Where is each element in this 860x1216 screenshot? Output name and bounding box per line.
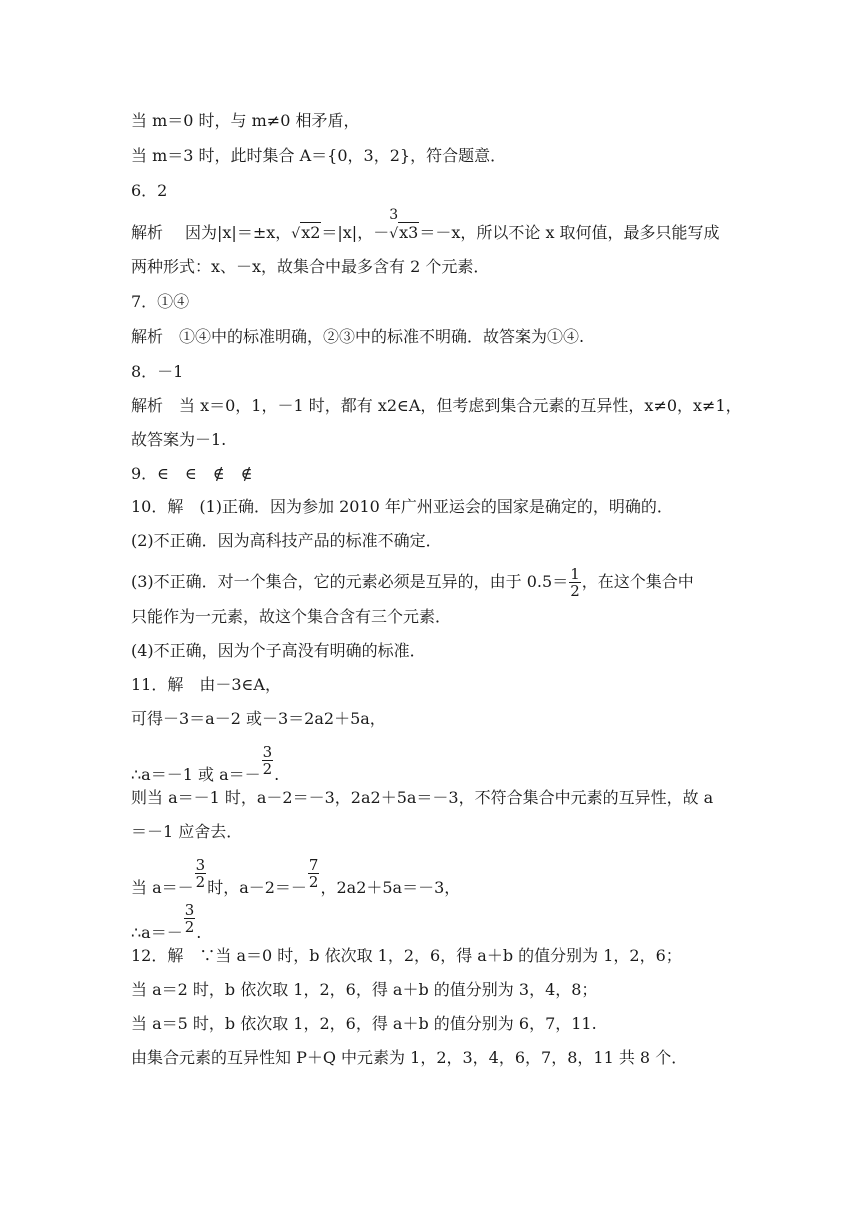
text-run: .: [274, 765, 280, 784]
answer-11-intro: 11．解 由－3∈A，: [131, 675, 281, 694]
text-run: .: [196, 923, 202, 942]
text-run: 时，a－2＝－: [207, 878, 307, 897]
fraction-three-halves: $\frac{3}{2}$: [184, 901, 195, 936]
answer-6: 6．2: [131, 181, 168, 200]
answer-10-2: (2)不正确．因为高科技产品的标准不确定．: [131, 531, 442, 550]
fraction-three-halves: $\frac{3}{2}$: [195, 856, 206, 891]
answer-11-final: [131, 902, 760, 944]
answer-10-1: 10．解 (1)正确．因为参加 2010 年广州亚运会的国家是确定的，明确的．: [131, 497, 673, 516]
sqrt-x2: √x2: [291, 223, 321, 242]
answer-10-3-line1: [131, 566, 760, 599]
answer-12-line2: 当 a＝2 时，b 依次取 1，2，6，得 a＋b 的值分别为 3，4，8；: [131, 980, 598, 999]
explanation-label: 解析: [131, 223, 164, 242]
explanation-6-line1: [131, 207, 760, 245]
answer-11-check-line2: ＝－1 应舍去．: [131, 822, 243, 841]
text-run: ＝|x|，－: [321, 223, 390, 242]
fraction-seven-halves: $\frac{7}{2}$: [308, 856, 319, 891]
answer-10-4: (4)不正确，因为个子高没有明确的标准．: [131, 641, 426, 660]
answer-11-result: [131, 744, 760, 786]
explanation-8-line2: 故答案为－1.: [131, 430, 227, 449]
answer-11-check-b: [131, 857, 760, 899]
answer-8: 8．－1: [131, 362, 184, 381]
fraction-three-halves: $\frac{3}{2}$: [262, 743, 273, 778]
answer-9: 9．∈ ∈ ∉ ∉: [131, 464, 253, 483]
text-run: ∴a＝－: [131, 923, 183, 942]
cuberoot-x3: 3 √x3: [389, 207, 419, 242]
text-run: ∴a＝－1 或 a＝－: [131, 765, 261, 784]
text-run: ＝－x，所以不论 x 取何值，最多只能写成: [419, 223, 720, 242]
fraction-one-half: $\frac{1}{2}$: [570, 565, 580, 600]
explanation-7: 解析 ①④中的标准明确，②③中的标准不明确．故答案为①④.: [131, 327, 585, 346]
text-run: 当 a＝－: [131, 878, 194, 897]
text-run: 因为|x|＝±x，: [185, 223, 292, 242]
answer-10-3-line2: 只能作为一元素，故这个集合含有三个元素．: [131, 607, 452, 626]
text-line: 当 m＝0 时，与 m≠0 相矛盾，: [131, 111, 360, 130]
answer-7: 7．①④: [131, 292, 190, 311]
answer-11-check-line1: 则当 a＝－1 时，a－2＝－3，2a2＋5a＝－3，不符合集合中元素的互异性，故 a: [131, 788, 714, 807]
explanation-8-line1: 解析 当 x＝0，1，－1 时，都有 x2∈A，但考虑到集合元素的互异性，x≠0，x≠1，: [131, 396, 742, 415]
explanation-6-line2: 两种形式：x、－x，故集合中最多含有 2 个元素．: [131, 257, 490, 276]
text-run: (3)不正确．对一个集合，它的元素必须是互异的，由于 0.5＝: [131, 572, 569, 591]
text-run: ，在这个集合中: [581, 572, 694, 591]
text-line: 当 m＝3 时，此时集合 A＝{0，3，2}，符合题意．: [131, 146, 507, 165]
answer-12-line1: 12．解 ∵当 a＝0 时，b 依次取 1，2，6，得 a＋b 的值分别为 1，2，6；: [131, 946, 682, 965]
answer-12-conclusion: 由集合元素的互异性知 P＋Q 中元素为 1，2，3，4，6，7，8，11 共 8 个．: [131, 1048, 688, 1067]
answer-11-equation: 可得－3＝a－2 或－3＝2a2＋5a，: [131, 709, 386, 728]
answer-12-line3: 当 a＝5 时，b 依次取 1，2，6，得 a＋b 的值分别为 6，7，11.: [131, 1014, 597, 1033]
text-run: ，2a2＋5a＝－3，: [320, 878, 461, 897]
